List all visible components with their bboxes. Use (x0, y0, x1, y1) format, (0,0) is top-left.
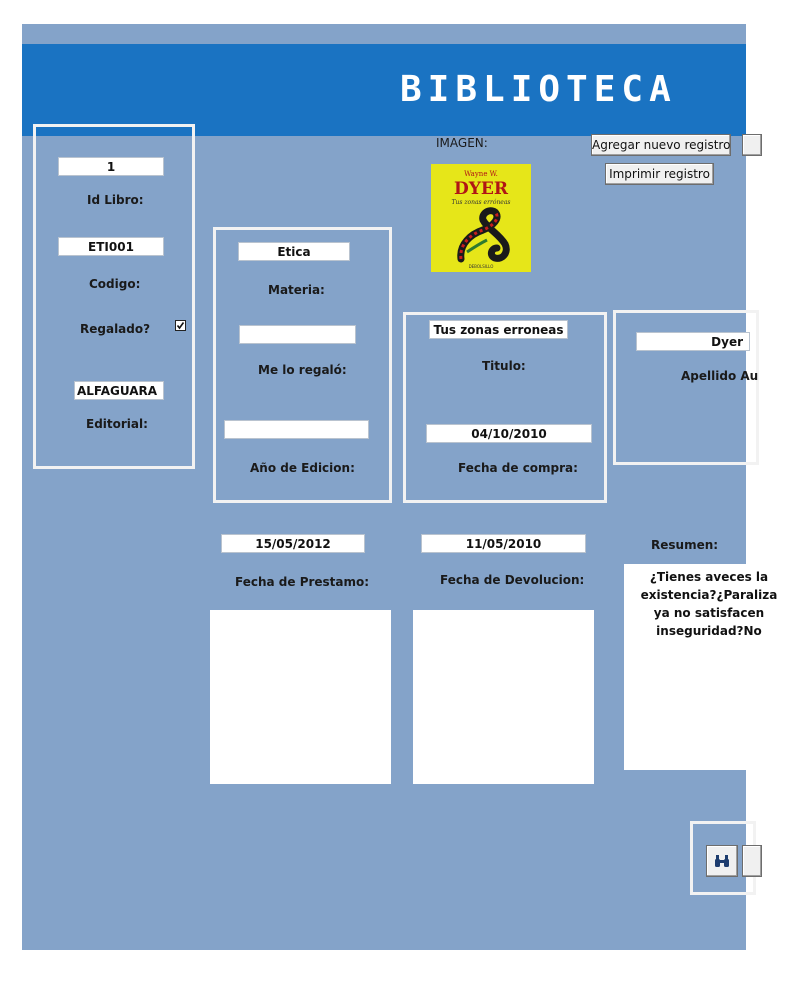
return-date-label: Fecha de Devolucion: (440, 573, 585, 587)
loan-date-label: Fecha de Prestamo: (235, 575, 370, 589)
summary-line: ya no satisfacen (653, 606, 765, 620)
subject-field[interactable]: Etica (238, 242, 350, 261)
year-label: Año de Edicion: (250, 461, 355, 475)
cover-name: DYER (454, 179, 508, 199)
subject-label: Materia: (268, 283, 325, 297)
giver-field[interactable] (239, 325, 356, 344)
book-cover-image (431, 164, 531, 272)
purchase-date-label: Fecha de compra: (458, 461, 578, 475)
check-icon (176, 321, 185, 330)
summary-line: existencia?¿Paraliza (640, 588, 778, 602)
summary-label: Resumen: (651, 538, 719, 552)
code-label: Codigo: (89, 277, 141, 291)
summary-text (624, 564, 796, 640)
publisher-label: Editorial: (86, 417, 148, 431)
binoculars-icon (714, 854, 730, 868)
add-record-button[interactable]: Agregar nuevo registro (591, 134, 731, 156)
extra-button[interactable] (742, 134, 762, 156)
summary-textbox[interactable] (624, 564, 778, 770)
author-field[interactable]: Dyer (636, 332, 750, 351)
return-notes-panel[interactable] (413, 610, 594, 784)
search-button[interactable] (706, 845, 738, 877)
cover-title: Tus zonas erróneas (451, 199, 511, 206)
cover-author: Wayne W. (464, 170, 498, 178)
year-field[interactable] (224, 420, 369, 439)
loan-date-field[interactable]: 15/05/2012 (221, 534, 365, 553)
library-form (22, 24, 778, 950)
extra-search-button[interactable] (742, 845, 762, 877)
app-title: BIBLIOTECA (400, 69, 677, 110)
publisher-field[interactable]: ALFAGUARA (74, 381, 164, 400)
id-book-label: Id Libro: (87, 193, 144, 207)
id-book-field[interactable]: 1 (58, 157, 164, 176)
return-date-field[interactable]: 11/05/2010 (421, 534, 586, 553)
header-bar (22, 44, 746, 136)
image-label: IMAGEN: (436, 136, 488, 150)
summary-line: inseguridad?No (656, 624, 762, 638)
giver-label: Me lo regaló: (258, 363, 347, 377)
code-field[interactable]: ETI001 (58, 237, 164, 256)
book-cover-art (431, 164, 531, 272)
title-label: Titulo: (482, 359, 526, 373)
print-record-button[interactable]: Imprimir registro (605, 163, 714, 185)
gifted-label: Regalado? (80, 322, 151, 336)
purchase-date-field[interactable]: 04/10/2010 (426, 424, 592, 443)
title-field[interactable]: Tus zonas erroneas (429, 320, 568, 339)
summary-line: ¿Tienes aveces la (649, 570, 769, 584)
gifted-checkbox[interactable] (175, 320, 186, 331)
cover-publisher: DEBOLSILLO (468, 264, 494, 269)
author-label: Apellido Au (681, 369, 759, 383)
loan-notes-panel[interactable] (210, 610, 391, 784)
